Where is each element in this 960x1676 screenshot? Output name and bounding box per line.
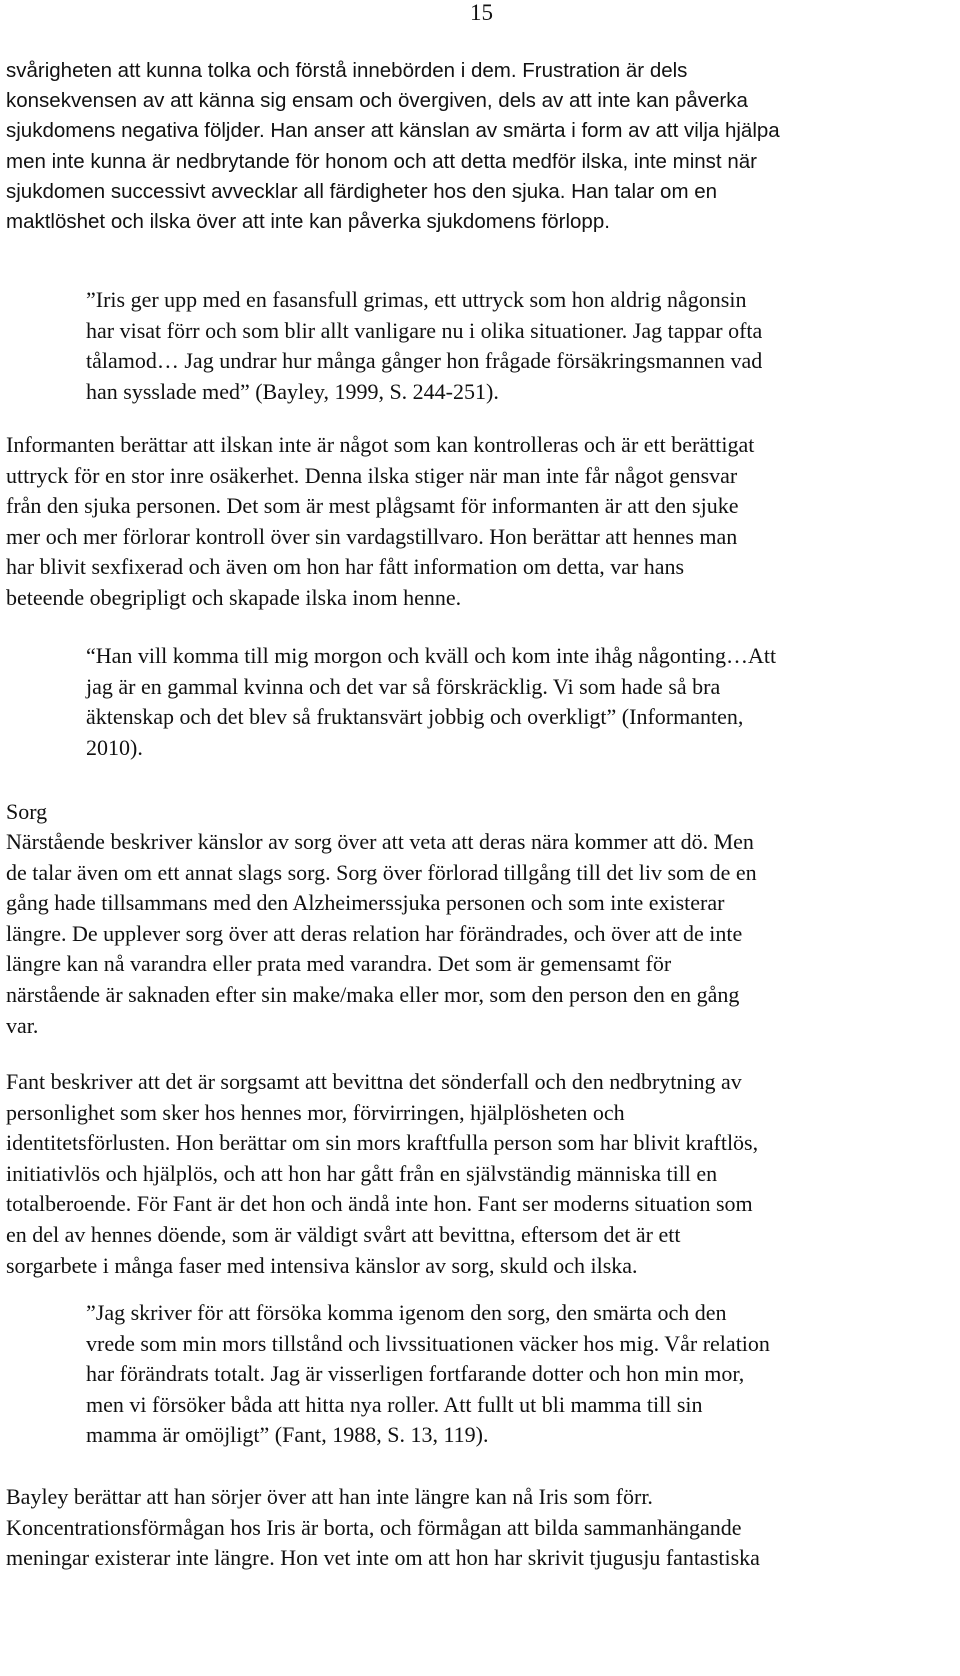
paragraph-line: Närstående beskriver känslor av sorg över att veta att deras nära kommer att dö. Men bbox=[6, 829, 754, 854]
paragraph-line: Koncentrationsförmågan hos Iris är borta, och förmågan att bilda sammanhängande bbox=[6, 1514, 742, 1540]
quote-line: har förändrats totalt. Jag är visserligen fortfarande dotter och hon min mor, bbox=[86, 1361, 745, 1387]
paragraph-line: var. bbox=[6, 1012, 39, 1038]
block-quote-bayley bbox=[86, 285, 960, 407]
paragraph-line: från den sjuka personen. Det som är mest plågsamt för informanten är att den sjuke bbox=[6, 493, 739, 519]
quote-line: mamma är omöjligt” (Fant, 1988, S. 13, 119). bbox=[86, 1422, 489, 1448]
block-quote-fant bbox=[86, 1298, 960, 1451]
paragraph-line: Fant beskriver att det är sorgsamt att bevittna det sönderfall och den nedbrytning av bbox=[6, 1069, 742, 1094]
paragraph-line: gång hade tillsammans med den Alzheimerssjuka personen och som inte existerar bbox=[6, 890, 725, 916]
quote-line: men vi försöker båda att hitta nya roller. Att fullt ut bli mamma till sin bbox=[86, 1391, 703, 1417]
paragraph-frustration bbox=[6, 56, 956, 237]
quote-line: ”Iris ger upp med en fasansfull grimas, ett uttryck som hon aldrig någonsin bbox=[86, 287, 747, 312]
paragraph-line: totalberoende. För Fant är det hon och ändå inte hon. Fant ser moderns situation som bbox=[6, 1191, 753, 1217]
paragraph-line: de talar även om ett annat slags sorg. Sorg över förlorad tillgång till det liv som de en bbox=[6, 859, 757, 885]
paragraph-line: men inte kunna är nedbrytande för honom och att detta medför ilska, inte minst när bbox=[6, 149, 757, 173]
paragraph-line: sorgarbete i många faser med intensiva känslor av sorg, skuld och ilska. bbox=[6, 1252, 638, 1278]
quote-line: har visat förr och som blir allt vanligare nu i olika situationer. Jag tappar ofta bbox=[86, 317, 763, 343]
paragraph-bayley-grief bbox=[6, 1482, 956, 1574]
quote-line: äktenskap och det blev så fruktansvärt jobbig och overkligt” (Informanten, bbox=[86, 704, 744, 730]
paragraph-grief bbox=[6, 827, 956, 1041]
paragraph-line: sjukdomen successivt avvecklar all färdigheter hos den sjuka. Han talar om en bbox=[6, 179, 718, 203]
paragraph-line: en del av hennes döende, som är väldigt svårt att bevittna, eftersom det är ett bbox=[6, 1221, 681, 1247]
page-number: 15 bbox=[470, 0, 493, 25]
paragraph-line: konsekvensen av att känna sig ensam och övergiven, dels av att inte kan påverka bbox=[6, 89, 748, 113]
quote-line: tålamod… Jag undrar hur många gånger hon frågade försäkringsmannen vad bbox=[86, 348, 763, 374]
paragraph-line: personlighet som sker hos hennes mor, förvirringen, hjälplösheten och bbox=[6, 1099, 625, 1125]
paragraph-line: har blivit sexfixerad och även om hon har fått information om detta, var hans bbox=[6, 554, 685, 580]
paragraph-line: Bayley berättar att han sörjer över att han inte längre kan nå Iris som förr. bbox=[6, 1484, 653, 1509]
quote-line: 2010). bbox=[86, 734, 143, 760]
paragraph-line: identitetsförlusten. Hon berättar om sin mors kraftfulla person som har blivit kraftlös, bbox=[6, 1130, 759, 1156]
paragraph-line: längre. De upplever sorg över att deras relation har förändrades, och över att de inte bbox=[6, 920, 743, 946]
paragraph-line: svårigheten att kunna tolka och förstå innebörden i dem. Frustration är dels bbox=[6, 59, 688, 82]
section-heading-sorg: Sorg bbox=[6, 799, 48, 824]
quote-line: jag är en gammal kvinna och det var så förskräcklig. Vi som hade så bra bbox=[86, 673, 721, 699]
quote-line: han sysslade med” (Bayley, 1999, S. 244-251). bbox=[86, 378, 499, 404]
paragraph-line: Informanten berättar att ilskan inte är något som kan kontrolleras och är ett berättigat bbox=[6, 432, 755, 457]
paragraph-line: beteende obegripligt och skapade ilska inom henne. bbox=[6, 584, 462, 610]
paragraph-line: sjukdomens negativa följder. Han anser att känslan av smärta i form av att vilja hjälpa bbox=[6, 119, 780, 143]
block-quote-informant bbox=[86, 641, 960, 763]
paragraph-line: närstående är saknaden efter sin make/maka eller mor, som den person den en gång bbox=[6, 981, 740, 1007]
paragraph-line: längre kan nå varandra eller prata med varandra. Det som är gemensamt för bbox=[6, 951, 672, 977]
paragraph-line: mer och mer förlorar kontroll över sin vardagstillvaro. Hon berättar att hennes man bbox=[6, 523, 738, 549]
quote-line: ”Jag skriver för att försöka komma igenom den sorg, den smärta och den bbox=[86, 1300, 727, 1325]
paragraph-line: maktlöshet och ilska över att inte kan påverka sjukdomens förlopp. bbox=[6, 210, 610, 234]
quote-line: vrede som min mors tillstånd och livssituationen väcker hos mig. Vår relation bbox=[86, 1330, 770, 1356]
paragraph-fant bbox=[6, 1067, 956, 1281]
paragraph-informant-anger bbox=[6, 430, 956, 614]
paragraph-line: initiativlös och hjälplös, och att hon har gått från en självständig människa till en bbox=[6, 1160, 718, 1186]
paragraph-line: meningar existerar inte längre. Hon vet inte om att hon har skrivit tjugusju fantastiska bbox=[6, 1545, 760, 1571]
quote-line: “Han vill komma till mig morgon och kväll och kom inte ihåg någonting…Att bbox=[86, 643, 777, 668]
paragraph-line: uttryck för en stor inre osäkerhet. Denna ilska stiger när man inte får något gensvar bbox=[6, 462, 738, 488]
